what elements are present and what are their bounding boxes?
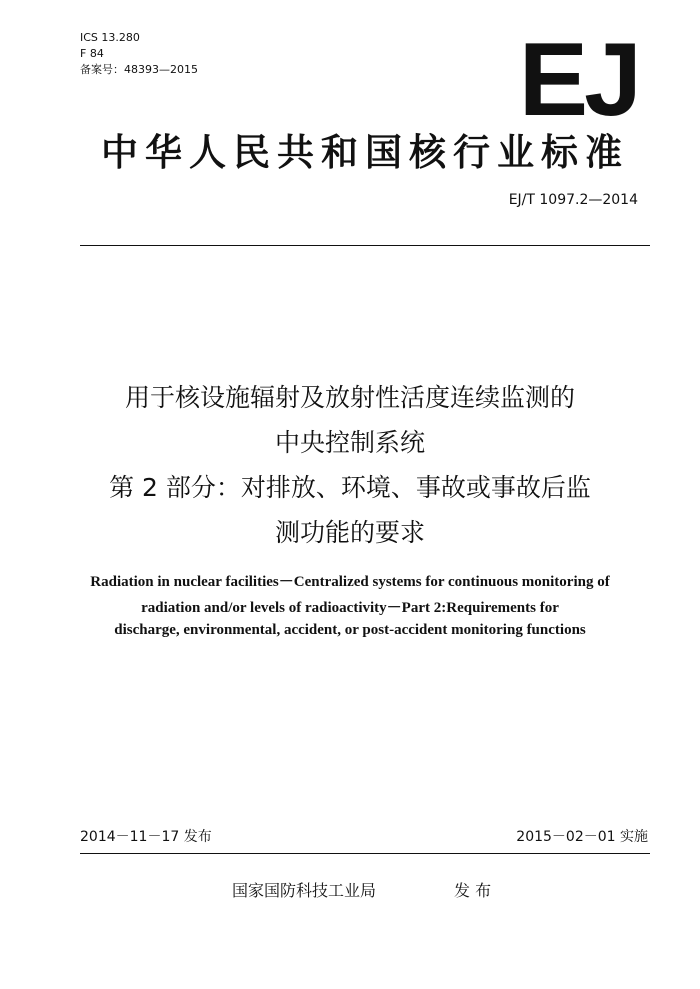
title-cn-line-1: 用于核设施辐射及放射性活度连续监测的 bbox=[124, 383, 575, 412]
issue-date: 2014－11－17 发布 bbox=[80, 829, 212, 845]
title-en-line-3: discharge, environmental, accident, or post-accident monitoring functions bbox=[114, 622, 586, 638]
standard-category-title: 中华人民共和国核行业标准 bbox=[101, 131, 629, 174]
ics-code: ICS 13.280 bbox=[80, 31, 140, 44]
title-en-line-2: radiation and/or levels of radioactivity－Part 2:Requirements for bbox=[141, 600, 559, 616]
standard-number: EJ/T 1097.2—2014 bbox=[508, 192, 638, 208]
title-cn-line-3: 第 2 部分：对排放、环境、事故或事故后监 bbox=[109, 473, 591, 502]
header-divider bbox=[80, 245, 650, 246]
ej-logo: EJ bbox=[518, 22, 638, 138]
issuer-action: 发 布 bbox=[454, 881, 492, 900]
title-cn-line-2: 中央控制系统 bbox=[274, 428, 425, 457]
record-number: 备案号：48393—2015 bbox=[80, 63, 198, 76]
title-en-line-1: Radiation in nuclear facilities－Centralized systems for continuous monitoring of bbox=[90, 574, 610, 590]
issuer-name: 国家国防科技工业局 bbox=[232, 881, 377, 900]
title-cn-line-4: 测功能的要求 bbox=[274, 518, 425, 547]
footer-divider bbox=[80, 853, 650, 854]
ccs-code: F 84 bbox=[80, 47, 104, 60]
implementation-date: 2015－02－01 实施 bbox=[516, 829, 648, 845]
